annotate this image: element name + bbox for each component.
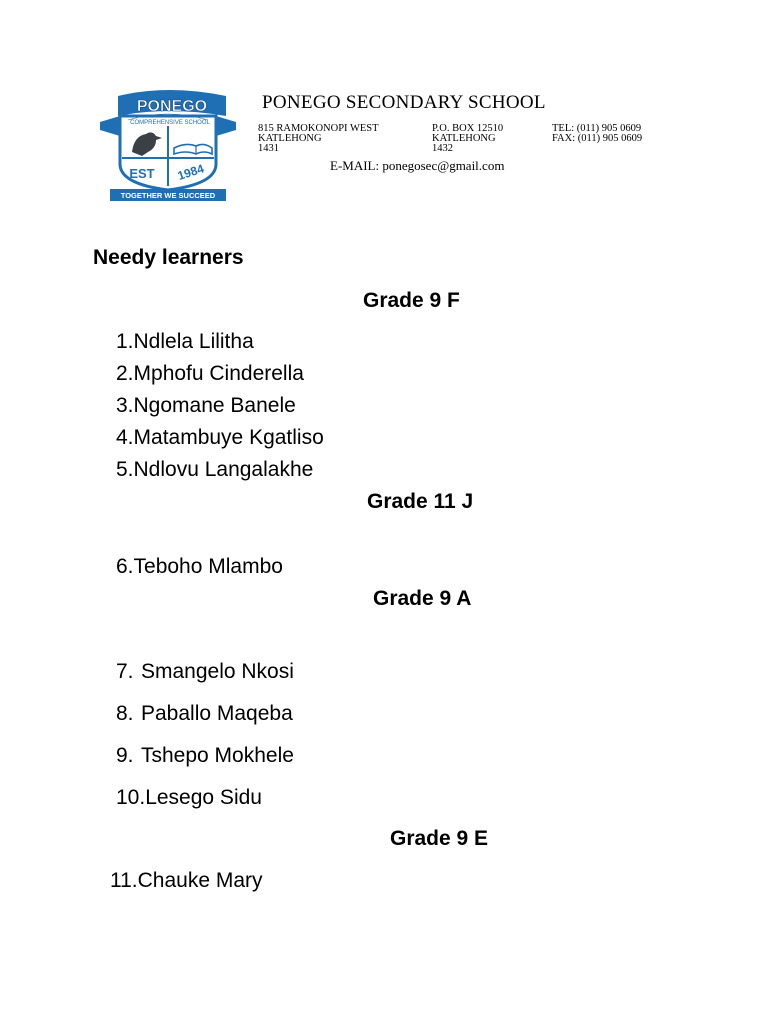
list-item xyxy=(116,362,304,386)
item-number: 9. xyxy=(116,744,134,767)
grade-heading: Grade 11 J xyxy=(367,490,474,513)
learner-name: Matambuye Kgatliso xyxy=(133,426,324,449)
school-crest-logo xyxy=(98,86,238,204)
crest-motto-text: TOGETHER WE SUCCEED xyxy=(120,191,216,200)
learner-name: Ndlela Lilitha xyxy=(133,330,254,353)
list-item xyxy=(116,330,254,354)
crest-est-text: EST xyxy=(129,166,155,181)
learner-name: Ngomane Banele xyxy=(133,394,296,417)
learner-name: Lesego Sidu xyxy=(145,786,262,809)
phone-fax: TEL: (011) 905 0609 FAX: (011) 905 0609 xyxy=(552,123,643,144)
grade-heading: Grade 9 F xyxy=(363,289,460,312)
crest-year-text: 1984 xyxy=(175,161,206,183)
item-number: 4. xyxy=(116,426,134,449)
list-item xyxy=(116,555,283,579)
list-item xyxy=(116,660,294,684)
learner-name: Mphofu Cinderella xyxy=(133,362,304,385)
item-number: 5. xyxy=(116,458,134,481)
learner-name: Smangelo Nkosi xyxy=(141,660,294,683)
crest-top-text: PONEGO xyxy=(136,98,208,115)
crest-ring-text: COMPREHENSIVE SCHOOL xyxy=(130,120,210,126)
letterhead xyxy=(98,86,674,204)
open-book-icon xyxy=(174,144,212,154)
learner-name: Paballo Maqeba xyxy=(141,702,293,725)
item-number: 2. xyxy=(116,362,134,385)
item-number: 10. xyxy=(116,786,146,809)
item-number: 11. xyxy=(110,869,138,892)
list-item xyxy=(116,702,293,726)
item-number: 1. xyxy=(116,330,134,353)
list-item xyxy=(116,394,296,418)
item-number: 8. xyxy=(116,702,134,725)
list-item xyxy=(116,458,313,482)
grade-heading: Grade 9 E xyxy=(390,827,489,850)
page-heading: Needy learners xyxy=(93,246,244,269)
item-number: 7. xyxy=(116,660,134,683)
learner-name: Chauke Mary xyxy=(137,869,263,892)
grade-heading: Grade 9 A xyxy=(373,587,472,610)
school-email: E-MAIL: ponegosec@gmail.com xyxy=(330,158,505,173)
postal-address: P.O. BOX 12510 KATLEHONG 1432 xyxy=(432,123,504,154)
list-item xyxy=(116,426,324,450)
item-number: 6. xyxy=(116,555,134,578)
learner-name: Teboho Mlambo xyxy=(133,555,283,578)
item-number: 3. xyxy=(116,394,134,417)
street-address: 815 RAMOKONOPI WEST KATLEHONG 1431 xyxy=(258,123,379,154)
learner-name: Tshepo Mokhele xyxy=(141,744,294,767)
list-item xyxy=(116,744,294,768)
learner-name: Ndlovu Langalakhe xyxy=(133,458,314,481)
school-name: PONEGO SECONDARY SCHOOL xyxy=(262,92,546,113)
list-item xyxy=(116,786,262,810)
list-item xyxy=(110,869,263,893)
